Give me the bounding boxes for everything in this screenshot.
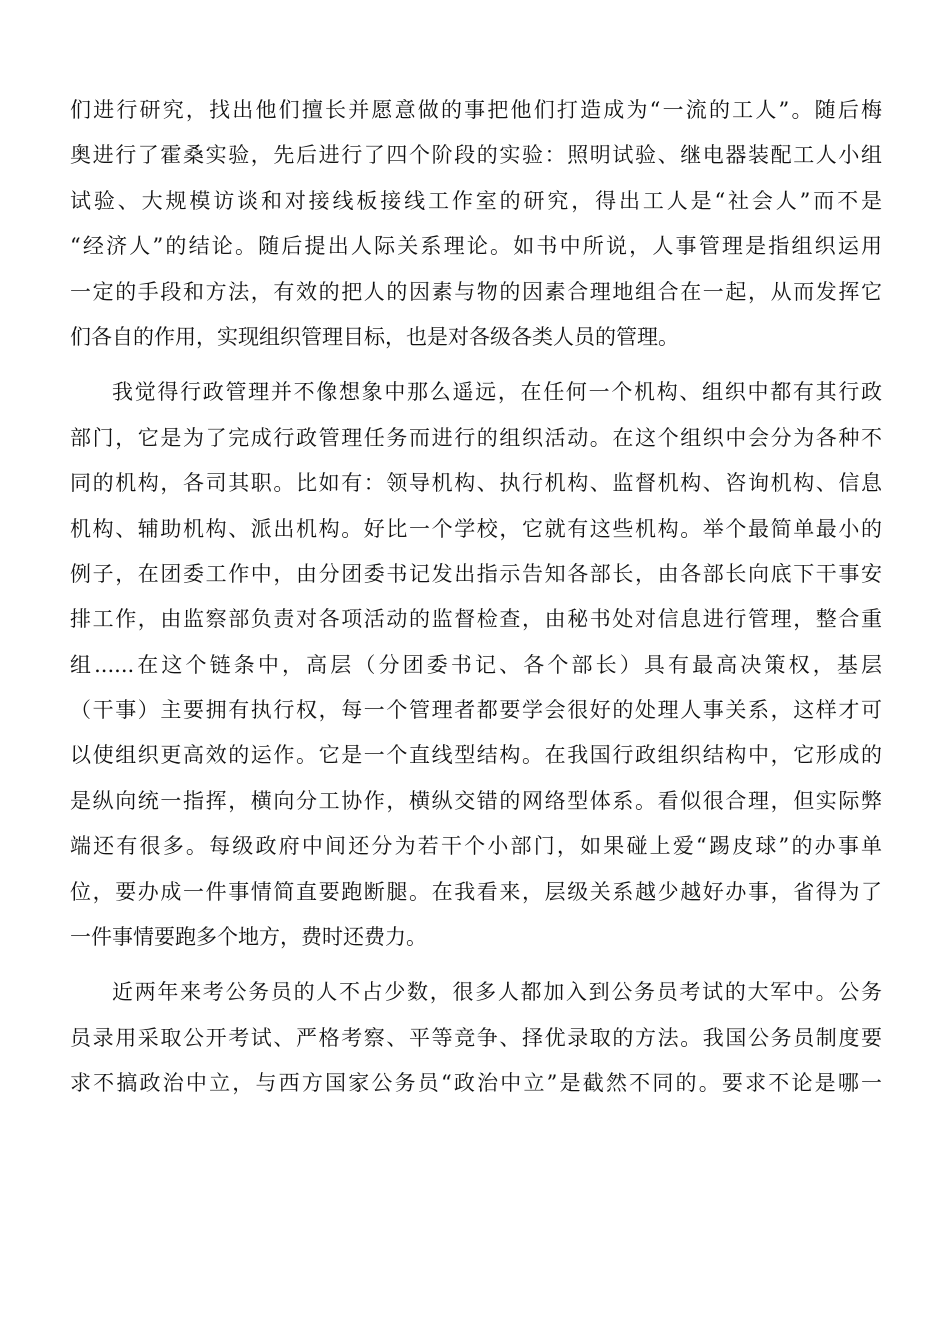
paragraph-spacer xyxy=(70,960,882,970)
text-line: 们各自的作用，实现组织管理目标，也是对各级各类人员的管理。 xyxy=(70,324,679,349)
text-line: 位，要办成一件事情简直要跑断腿。在我看来，层级关系越少越好办事，省得为了 xyxy=(70,879,882,904)
text-line: 们进行研究，找出他们擅长并愿意做的事把他们打造成为“一流的工人”。随后梅 xyxy=(70,98,882,122)
text-line: 同的机构，各司其职。比如有：领导机构、执行机构、监督机构、咨询机构、信息 xyxy=(70,471,882,496)
text-line: 是纵向统一指挥，横向分工协作，横纵交错的网络型体系。看似很合理，但实际弊 xyxy=(70,788,882,813)
text-line: “经济人”的结论。随后提出人际关系理论。如书中所说，人事管理是指组织运用 xyxy=(70,234,882,259)
text-line: 我觉得行政管理并不像想象中那么遥远，在任何一个机构、组织中都有其行政 xyxy=(112,380,882,405)
text-line: 部门，它是为了完成行政管理任务而进行的组织活动。在这个组织中会分为各种不 xyxy=(70,425,882,450)
text-line: 员录用采取公开考试、严格考察、平等竞争、择优录取的方法。我国公务员制度要 xyxy=(70,1025,882,1050)
text-line: 奥进行了霍桑实验，先后进行了四个阶段的实验：照明试验、继电器装配工人小组 xyxy=(70,143,882,168)
paragraph-3 xyxy=(70,970,882,1106)
text-line: 一定的手段和方法，有效的把人的因素与物的因素合理地组合在一起，从而发挥它 xyxy=(70,279,882,304)
paragraph-1 xyxy=(70,88,882,360)
text-line: 机构、辅助机构、派出机构。好比一个学校，它就有这些机构。举个最简单最小的 xyxy=(70,516,882,541)
text-line: 近两年来考公务员的人不占少数，很多人都加入到公务员考试的大军中。公务 xyxy=(112,980,882,1005)
text-line: （干事）主要拥有执行权，每一个管理者都要学会很好的处理人事关系，这样才可 xyxy=(70,698,882,723)
paragraph-spacer xyxy=(70,360,882,370)
paragraph-2 xyxy=(70,370,882,960)
text-line: 以使组织更高效的运作。它是一个直线型结构。在我国行政组织结构中，它形成的 xyxy=(70,743,882,768)
text-line: 端还有很多。每级政府中间还分为若干个小部门，如果碰上爱“踢皮球”的办事单 xyxy=(70,834,882,859)
text-line: 试验、大规模访谈和对接线板接线工作室的研究，得出工人是“社会人”而不是 xyxy=(70,188,882,213)
text-line: 一件事情要跑多个地方，费时还费力。 xyxy=(70,925,427,950)
text-line: 求不搞政治中立，与西方国家公务员“政治中立”是截然不同的。要求不论是哪一 xyxy=(70,1071,882,1096)
document-body xyxy=(70,88,882,1107)
text-line: 组......在这个链条中，高层（分团委书记、各个部长）具有最高决策权，基层 xyxy=(70,652,882,677)
text-line: 排工作，由监察部负责对各项活动的监督检查，由秘书处对信息进行管理，整合重 xyxy=(70,607,882,632)
text-line: 例子，在团委工作中，由分团委书记发出指示告知各部长，由各部长向底下干事安 xyxy=(70,561,882,586)
